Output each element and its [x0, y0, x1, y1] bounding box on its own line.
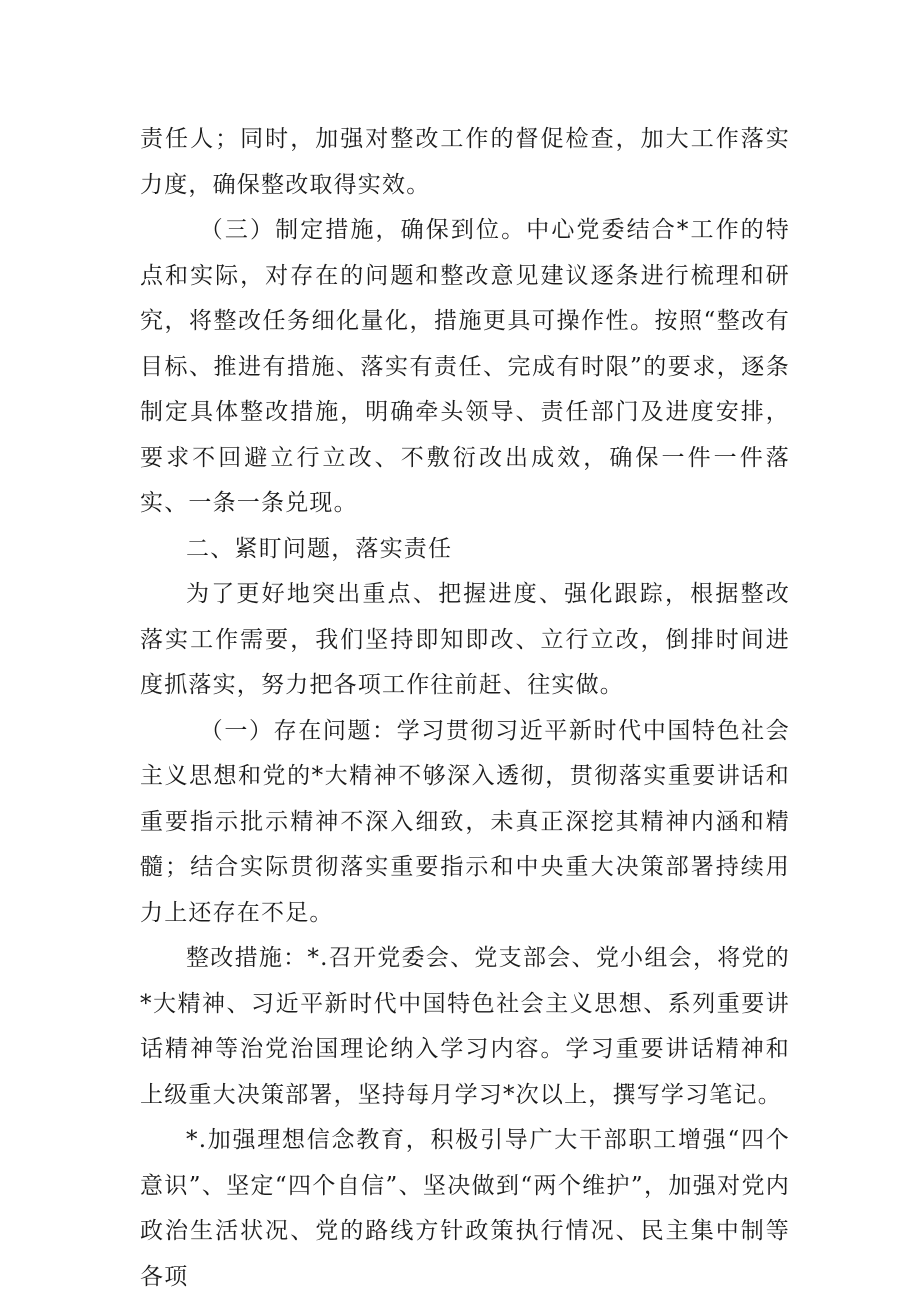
paragraph-issue-1: （一）存在问题：学习贯彻习近平新时代中国特色社会主义思想和党的*大精神不够深入透彻，贯彻落实重要讲话和重要指示批示精神不深入细致，未真正深挖其精神内涵和精髓；结合实际贯彻落实重要指示和中央重大决策部署持续用力上还存在不足。	[140, 717, 790, 926]
paragraph-measures: 整改措施：*.召开党委会、党支部会、党小组会，将党的*大精神、习近平新时代中国特色社会主义思想、系列重要讲话精神等治党治国理论纳入学习内容。学习重要讲话精神和上级重大决策部署，坚持每月学习*次以上，撰写学习笔记。	[140, 945, 790, 1108]
paragraph-measure-2: *.加强理想信念教育，积极引导广大干部职工增强“四个意识”、坚定“四个自信”、坚决做到“两个维护”，加强对党内政治生活状况、党的路线方针政策执行情况、民主集中制等各项	[140, 1127, 790, 1290]
document-body	[140, 117, 790, 1300]
paragraph-intro: 为了更好地突出重点、把握进度、强化跟踪，根据整改落实工作需要，我们坚持即知即改、立行立改，倒排时间进度抓落实，努力把各项工作往前赶、往实做。	[140, 581, 790, 698]
paragraph-section-3: （三）制定措施，确保到位。中心党委结合*工作的特点和实际，对存在的问题和整改意见建议逐条进行梳理和研究，将整改任务细化量化，措施更具可操作性。按照“整改有目标、推进有措施、落实有责任、完成有时限”的要求，逐条制定具体整改措施，明确牵头领导、责任部门及进度安排，要求不回避立行立改、不敷衍改出成效，确保一件一件落实、一条一条兑现。	[140, 217, 790, 516]
paragraph-continuation: 责任人；同时，加强对整改工作的督促检查，加大工作落实力度，确保整改取得实效。	[140, 126, 790, 198]
section-heading-2: 二、紧盯问题，落实责任	[186, 535, 453, 562]
